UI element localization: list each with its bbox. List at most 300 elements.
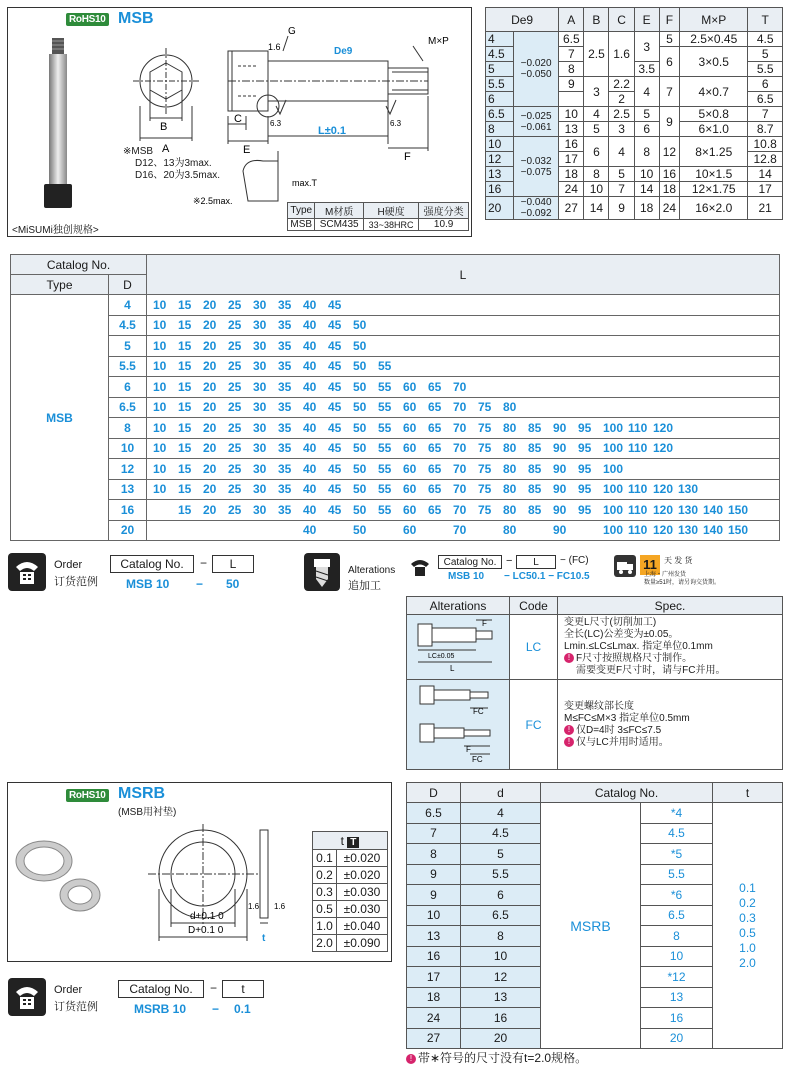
lt-length-value — [528, 339, 553, 353]
dim-cell: 5 — [659, 32, 679, 47]
msrb-cell-dd: 12 — [461, 967, 541, 988]
lt-length-value: 10 — [153, 338, 167, 353]
lt-l-cell — [147, 520, 780, 541]
lt-length-value — [403, 318, 428, 332]
lt-length-value: 35 — [278, 379, 292, 394]
lt-length-value: 80 — [503, 502, 517, 517]
lt-length-value: 85 — [528, 441, 542, 456]
lt-length-value — [628, 380, 653, 394]
lt-length-value: 65 — [428, 400, 442, 415]
lt-length-value: 65 — [428, 482, 442, 497]
dim-cell: 8 — [559, 62, 584, 77]
dim-row — [486, 137, 783, 152]
dim-cell: 18 — [634, 197, 659, 220]
msrb-cell-d: 18 — [407, 987, 461, 1008]
msrb-cell-d: 8 — [407, 844, 461, 865]
warning-icon: ! — [564, 725, 574, 735]
lt-length-value: 30 — [253, 400, 267, 415]
dim-cell: 3 — [584, 77, 609, 107]
alterations-label — [304, 553, 404, 593]
lt-length-value: 40 — [303, 523, 317, 538]
lt-length-value: 10 — [153, 359, 167, 374]
lt-length-value: 20 — [203, 441, 217, 456]
lt-length-value: 55 — [378, 461, 392, 476]
lt-length-value — [603, 318, 628, 332]
msrb-title: MSRB — [118, 785, 166, 802]
msrb-cell-d: 17 — [407, 967, 461, 988]
lt-d-cell: 10 — [109, 438, 147, 459]
dim-header-e: E — [634, 8, 659, 32]
t-row — [313, 867, 388, 884]
lt-length-value: 20 — [203, 297, 217, 312]
delivery-label: 天 发 货 — [664, 556, 693, 565]
dim-t-small-label: t — [262, 933, 266, 944]
lt-length-value: 55 — [378, 441, 392, 456]
lt-length-value: 90 — [553, 482, 567, 497]
lt-length-value — [678, 318, 703, 332]
dim-header-a: A — [559, 8, 584, 32]
lt-length-value: 40 — [303, 482, 317, 497]
t-cell: 1.0 — [313, 918, 337, 935]
lt-length-value: 80 — [503, 482, 517, 497]
lt-length-value: 90 — [553, 461, 567, 476]
order-msrb-catalog-box: Catalog No. — [118, 980, 204, 998]
dim-cell: 4.5 — [748, 32, 783, 47]
lt-length-value — [628, 298, 653, 312]
dim-cell: 9 — [659, 107, 679, 137]
dim-cell: 27 — [559, 197, 584, 220]
msrb-cell-dd: 4 — [461, 803, 541, 824]
dim-cell-d: 5.5 — [486, 77, 514, 92]
msrb-catalog-cell: MSRB — [541, 803, 641, 1049]
dim-cell: 2.5×0.45 — [680, 32, 748, 47]
lt-length-value — [528, 400, 553, 414]
lt-length-value: 15 — [178, 400, 192, 415]
svg-text:F: F — [482, 618, 487, 628]
dim-cell: 16×2.0 — [680, 197, 748, 220]
svg-text:FC: FC — [472, 755, 483, 764]
lt-length-value: 15 — [178, 297, 192, 312]
lt-l-cell — [147, 315, 780, 336]
dim-g-label: G — [288, 26, 296, 37]
lt-length-value: 45 — [328, 400, 342, 415]
lt-length-value: 40 — [303, 379, 317, 394]
msrb-cell-d: 16 — [407, 946, 461, 967]
lt-length-value: 80 — [503, 523, 517, 538]
lt-length-value: 60 — [403, 482, 417, 497]
msrb-cell-d: 9 — [407, 885, 461, 906]
lt-length-value: 40 — [303, 297, 317, 312]
dim-f-label: F — [404, 151, 411, 163]
msrb-t-value: 2.0 — [739, 955, 756, 970]
msrb-subtitle: (MSB用衬垫) — [118, 807, 177, 818]
dim-cell: 5 — [634, 107, 659, 122]
lt-length-value: 30 — [253, 379, 267, 394]
alt-header-alterations: Alterations — [407, 597, 510, 615]
lt-header-type: Type — [11, 275, 109, 295]
lt-length-value: 35 — [278, 441, 292, 456]
lt-length-value — [378, 298, 403, 312]
msrb-t-value: 0.5 — [739, 925, 756, 940]
order-dash: − — [200, 556, 208, 570]
dim-header-f: F — [659, 8, 679, 32]
alt-catalog-box: Catalog No. — [438, 555, 502, 569]
alt-spec-lc: 变更L尺寸(切削加工) 全长(LC)公差变为±0.05。 Lmin.≤LC≤Lmax. 指定单位0.1mm ! F尺寸按照规格尺寸制作。 需要变更F尺寸时，请与FC并用。 — [558, 615, 783, 680]
warning-icon: ! — [406, 1054, 416, 1064]
msrb-row — [407, 803, 783, 824]
msrb-cell-catalog-d: *12 — [641, 967, 713, 988]
dim-d-large-label: D+0.1 0 — [188, 925, 224, 936]
lt-length-value: 15 — [178, 359, 192, 374]
lt-length-value: 85 — [528, 420, 542, 435]
lt-length-value — [478, 523, 503, 537]
phone-icon — [8, 553, 46, 591]
dim-cell: 6 — [659, 47, 679, 77]
lt-length-value: 70 — [453, 441, 467, 456]
lt-length-value: 40 — [303, 461, 317, 476]
dim-cell-d: 8 — [486, 122, 514, 137]
dim-cell: 7 — [659, 77, 679, 107]
lt-row — [11, 377, 780, 398]
lt-length-value: 15 — [178, 379, 192, 394]
dim-cell: 9 — [609, 197, 634, 220]
lt-length-value: 30 — [253, 482, 267, 497]
dim-cell: 17 — [748, 182, 783, 197]
lt-length-value: 40 — [303, 359, 317, 374]
mat-header-type: Type — [288, 203, 315, 219]
phone-icon — [8, 978, 46, 1016]
order-msrb-ex-dash: − — [212, 1002, 220, 1016]
order-msrb-ex-t: 0.1 — [234, 1002, 251, 1016]
lt-length-value: 70 — [453, 420, 467, 435]
lt-length-value: 25 — [228, 441, 242, 456]
msrb-cell-catalog-d: *4 — [641, 803, 713, 824]
lt-length-value: 50 — [353, 400, 367, 415]
lt-length-value: 60 — [403, 502, 417, 517]
alt-spec-fc: 变更螺纹部长度 M≤FC≤M×3 指定单位0.5mm ! 仅D=4时 3≤FC≤7.5 ! 仅与LC并用时适用。 — [558, 680, 783, 770]
lt-length-value: 25 — [228, 482, 242, 497]
lt-length-value — [678, 359, 703, 373]
dim-cell: 8 — [634, 137, 659, 167]
svg-text:F: F — [466, 745, 471, 754]
lt-length-value: 90 — [553, 441, 567, 456]
alt-l-box: L — [516, 555, 556, 569]
lt-length-value: 110 — [628, 482, 648, 497]
length-table-body — [11, 295, 780, 541]
lt-d-cell: 12 — [109, 459, 147, 480]
lt-length-value — [653, 462, 678, 476]
lt-length-value: 150 — [728, 502, 749, 517]
dim-b-label: B — [160, 121, 168, 133]
lt-length-value: 75 — [478, 461, 492, 476]
lt-length-value: 10 — [153, 379, 167, 394]
mat-type: MSB — [288, 219, 315, 231]
lt-length-value: 95 — [578, 502, 592, 517]
truck-icon — [614, 555, 636, 577]
lt-length-value: 110 — [628, 502, 648, 517]
dim-cell: 24 — [659, 197, 679, 220]
phone-small-icon — [408, 555, 432, 579]
dim-d-small-label: d+0.1 0 — [190, 911, 224, 922]
lt-length-value: 25 — [228, 420, 242, 435]
dim-a-label: A — [162, 143, 170, 155]
dim-cell: 12 — [659, 137, 679, 167]
msrb-t-value: 1.0 — [739, 940, 756, 955]
lt-length-value: 95 — [578, 461, 592, 476]
dim-cell: 2.2 — [609, 77, 634, 92]
lt-header-catalog: Catalog No. — [11, 255, 147, 275]
dim-cell: 17 — [559, 152, 584, 167]
msrb-cell-catalog-d: 6.5 — [641, 905, 713, 926]
lt-length-value: 140 — [703, 523, 724, 538]
alt-lc-drawing — [407, 615, 510, 680]
alt-ex2: − LC50.1 − FC10.5 — [504, 571, 590, 582]
lt-length-value — [253, 523, 278, 537]
t-header: t T — [313, 832, 388, 850]
lt-length-value: 45 — [328, 461, 342, 476]
lt-length-value: 60 — [403, 420, 417, 435]
lt-length-value: 45 — [328, 502, 342, 517]
msrb-cell-dd: 6 — [461, 885, 541, 906]
msb-title: MSB — [118, 10, 154, 27]
lt-length-value: 50 — [353, 379, 367, 394]
lt-length-value — [678, 462, 703, 476]
dim-cell: 14 — [634, 182, 659, 197]
lt-length-value — [553, 318, 578, 332]
t-row — [313, 901, 388, 918]
lt-length-value — [453, 339, 478, 353]
t-cell: ±0.020 — [336, 850, 387, 867]
lt-length-value — [678, 380, 703, 394]
t-cell: 0.3 — [313, 884, 337, 901]
msrb-t-value: 0.1 — [739, 880, 756, 895]
lt-length-value: 25 — [228, 400, 242, 415]
roughness-label-a: 6.3 — [270, 119, 282, 128]
t-cell: 0.5 — [313, 901, 337, 918]
msrb-cell-catalog-d: 8 — [641, 926, 713, 947]
lt-length-value — [578, 359, 603, 373]
dim-cell-tolerance: −0.020 −0.050 — [513, 32, 558, 107]
dim-cell: 13 — [559, 122, 584, 137]
msrb-panel — [7, 782, 392, 962]
msrb-footnote: ! 带∗符号的尺寸没有t=2.0规格。 — [406, 1049, 587, 1066]
lt-length-value: 25 — [228, 297, 242, 312]
lt-length-value — [653, 339, 678, 353]
dim-cell-d: 16 — [486, 182, 514, 197]
lt-d-cell: 6.5 — [109, 397, 147, 418]
lt-length-value: 45 — [328, 338, 342, 353]
msrb-cell-dd: 5 — [461, 844, 541, 865]
lt-length-value: 25 — [228, 318, 242, 333]
lt-length-value: 25 — [228, 338, 242, 353]
dim-header-b: B — [584, 8, 609, 32]
dim-cell-tolerance: −0.025 −0.061 — [513, 107, 558, 137]
lt-length-value: 75 — [478, 482, 492, 497]
lt-length-value — [503, 380, 528, 394]
dim-cell: 8×1.25 — [680, 137, 748, 167]
t-tolerance-table — [312, 831, 388, 952]
lt-length-value: 65 — [428, 461, 442, 476]
lt-length-value: 40 — [303, 420, 317, 435]
msb-product-image — [38, 36, 78, 216]
lt-l-cell — [147, 336, 780, 357]
lt-type-cell: MSB — [11, 295, 109, 541]
alt-dash: − — [506, 555, 513, 567]
t-cell: 0.1 — [313, 850, 337, 867]
lt-length-value — [653, 359, 678, 373]
lt-length-value: 80 — [503, 441, 517, 456]
mat-strength: 10.9 — [419, 219, 469, 231]
lt-length-value: 35 — [278, 359, 292, 374]
lt-length-value: 70 — [453, 523, 467, 538]
dim-cell: 10 — [584, 182, 609, 197]
lt-length-value — [553, 298, 578, 312]
lt-d-cell: 6 — [109, 377, 147, 398]
order-ex-dash: − — [196, 577, 204, 591]
lt-length-value — [653, 298, 678, 312]
lt-length-value — [628, 318, 653, 332]
dim-cell: 18 — [559, 167, 584, 182]
lt-length-value: 30 — [253, 359, 267, 374]
dim-cell: 10 — [634, 167, 659, 182]
lt-length-value — [453, 359, 478, 373]
msrb-cell-dd: 6.5 — [461, 905, 541, 926]
lt-length-value: 35 — [278, 420, 292, 435]
dim-cell: 5 — [748, 47, 783, 62]
alterations-table — [406, 596, 783, 770]
lt-length-value — [603, 380, 628, 394]
lt-length-value: 130 — [678, 482, 699, 497]
lt-length-value: 45 — [328, 297, 342, 312]
dim-header-mxp: M×P — [680, 8, 748, 32]
lt-length-value — [178, 523, 203, 537]
order-msb — [8, 553, 308, 593]
lt-row — [11, 356, 780, 377]
lt-l-cell — [147, 295, 780, 316]
msrb-cell-d: 9 — [407, 864, 461, 885]
dim-cell: 3×0.5 — [680, 47, 748, 77]
lt-length-value: 70 — [453, 461, 467, 476]
lt-length-value: 55 — [378, 379, 392, 394]
alt-code-lc: LC — [510, 615, 558, 680]
t-row — [313, 918, 388, 935]
drill-icon — [304, 553, 340, 591]
lt-length-value: 40 — [303, 400, 317, 415]
dim-cell-tolerance: −0.032 −0.075 — [513, 137, 558, 197]
msrb-cell-catalog-d: 16 — [641, 1008, 713, 1029]
lt-length-value — [353, 298, 378, 312]
msrb-table-body — [407, 803, 783, 1049]
lt-length-value — [603, 298, 628, 312]
msrb-cell-dd: 4.5 — [461, 823, 541, 844]
mat-header-hardness: H硬度 — [363, 203, 418, 219]
lt-length-value — [428, 339, 453, 353]
lt-length-value: 110 — [628, 441, 648, 456]
lt-row — [11, 459, 780, 480]
order-ex-l: 50 — [226, 577, 240, 591]
lt-length-value: 15 — [178, 461, 192, 476]
dim-cell-d: 4.5 — [486, 47, 514, 62]
lt-length-value — [228, 523, 253, 537]
lt-length-value: 40 — [303, 318, 317, 333]
order-label: Order — [54, 559, 83, 571]
dim-cell: 9 — [559, 77, 584, 92]
lt-length-value — [503, 359, 528, 373]
lt-length-value: 45 — [328, 318, 342, 333]
msrb-cell-catalog-d: 10 — [641, 946, 713, 967]
roughness-label: 1.6 — [268, 42, 281, 52]
lt-length-value: 45 — [328, 379, 342, 394]
lt-length-value: 50 — [353, 502, 367, 517]
dim-cell — [559, 92, 584, 107]
lt-length-value: 70 — [453, 502, 467, 517]
warning-icon: ! — [564, 737, 574, 747]
lt-length-value: 70 — [453, 379, 467, 394]
msrb-cell-d: 6.5 — [407, 803, 461, 824]
lt-l-cell — [147, 418, 780, 439]
lt-length-value — [503, 318, 528, 332]
alt-ex: MSB 10 — [448, 571, 485, 582]
msrb-header-catalog: Catalog No. — [541, 783, 713, 803]
msrb-cell-catalog-d: 20 — [641, 1028, 713, 1049]
order-catalog-box: Catalog No. — [110, 555, 194, 573]
msrb-drawing — [148, 819, 298, 949]
lt-length-value: 15 — [178, 420, 192, 435]
lt-length-value: 100 — [603, 461, 624, 476]
lt-length-value: 100 — [603, 441, 624, 456]
dim-cell: 2.5 — [609, 107, 634, 122]
dim-cell: 5 — [584, 122, 609, 137]
lt-length-value: 50 — [353, 420, 367, 435]
lt-length-value: 120 — [653, 482, 674, 497]
lt-length-value: 95 — [578, 441, 592, 456]
msrb-cell-dd: 10 — [461, 946, 541, 967]
lt-length-value: 60 — [403, 523, 417, 538]
dim-cell: 16 — [559, 137, 584, 152]
lt-length-value: 50 — [353, 318, 367, 333]
msrb-t-value: 0.3 — [739, 910, 756, 925]
lt-length-value: 90 — [553, 523, 567, 538]
lt-length-value: 100 — [603, 523, 624, 538]
lt-length-value: 55 — [378, 502, 392, 517]
lt-length-value — [628, 400, 653, 414]
t-cell: ±0.040 — [336, 918, 387, 935]
lt-row — [11, 438, 780, 459]
lt-length-value — [603, 339, 628, 353]
dim-cell: 4 — [634, 77, 659, 107]
msrb-cell-dd: 8 — [461, 926, 541, 947]
lt-length-value: 10 — [153, 297, 167, 312]
lt-length-value: 35 — [278, 297, 292, 312]
lt-length-value — [428, 318, 453, 332]
lt-length-value: 40 — [303, 502, 317, 517]
dim-c-label: C — [234, 113, 242, 125]
lt-d-cell: 16 — [109, 500, 147, 521]
lt-length-value — [628, 339, 653, 353]
lt-length-value — [628, 462, 653, 476]
lt-length-value: 55 — [378, 482, 392, 497]
lt-length-value — [578, 523, 603, 537]
mat-header-strength: 强度分类 — [419, 203, 469, 219]
msrb-cell-d: 24 — [407, 1008, 461, 1029]
t-cell: ±0.030 — [336, 884, 387, 901]
t-row — [313, 884, 388, 901]
lt-length-value — [653, 400, 678, 414]
dim-cell: 2.5 — [584, 32, 609, 77]
lt-length-value: 80 — [503, 420, 517, 435]
msrb-cell-dd: 20 — [461, 1028, 541, 1049]
t-row — [313, 935, 388, 952]
